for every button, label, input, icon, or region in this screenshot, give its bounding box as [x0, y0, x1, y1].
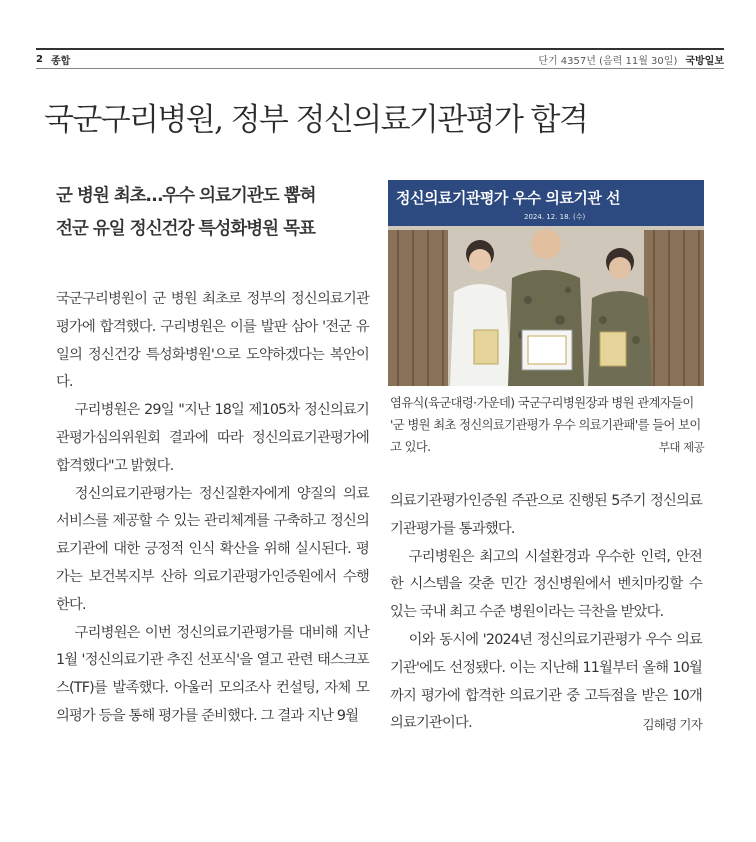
news-photo [388, 180, 704, 386]
section-name: 종합 [50, 55, 71, 67]
reporter-byline: 김해령 기자 [642, 717, 702, 733]
caption-text: 염유식(육군대령·가운데) 국군구리병원장과 병원 관계자들이 '군 병원 최초 정신의료기관평가 우수 의료기관패'를 들어 보이고 있다. [390, 396, 701, 454]
subheading: 군 병원 최초…우수 의료기관도 뽑혀 [56, 186, 316, 206]
paragraph: 구리병원은 이번 정신의료기관평가를 대비해 지난 1월 '정신의료기관 추진 선포식'을 열고 관련 태스크포스(TF)를 발족했다. 아울러 모의조사 컨설팅, 자체 모의평가 등을 통해 평가를 준비했다. 그 결과 지난 9월 [56, 624, 369, 724]
paragraph: 정신의료기관평가는 정신질환자에게 양질의 의료서비스를 제공할 수 있는 관리체계를 구축하고 정신의료기관에 대한 긍정적 인식 확산을 위해 실시된다. 평가는 보건복지부 산하 의료기관평가인증원에서 수행한다. [56, 485, 369, 613]
article-column-1 [56, 286, 369, 731]
page-number: 2 [36, 53, 43, 65]
article-column-2 [390, 488, 702, 739]
headline: 국군구리병원, 정부 정신의료기관평가 합격 [44, 102, 588, 138]
photo-illustration [388, 180, 704, 386]
paragraph: 구리병원은 29일 "지난 18일 제105차 정신의료기관평가심의위원회 결과에 따라 정신의료기관평가에 합격했다"고 밝혔다. [56, 402, 369, 474]
paragraph: 이와 동시에 '2024년 정신의료기관평가 우수 의료기관'에도 선정됐다. 이는 지난해 11월부터 올해 10월까지 평가에 합격한 의료기관 중 고득점을 받은 10개 의료기관이다. [390, 631, 702, 732]
photo-credit: 부대 제공 [658, 440, 704, 454]
photo-caption [390, 392, 704, 458]
subheadings [56, 180, 376, 246]
paper-name: 국방일보 [685, 55, 724, 67]
page-header [36, 48, 724, 69]
paragraph: 구리병원은 최고의 시설환경과 우수한 인력, 안전한 시스템을 갖춘 민간 정신병원에서 벤치마킹할 수 있는 국내 최고 수준 병원이라는 극찬을 받았다. [390, 548, 702, 621]
issue-date: 단기 4357년 (음력 11월 30일) [538, 55, 678, 67]
paragraph: 의료기관평가인증원 주관으로 진행된 5주기 정신의료기관평가를 통과했다. [390, 493, 702, 537]
subheading: 전군 유일 정신건강 특성화병원 목표 [56, 219, 315, 239]
banner-text: 정신의료기관평가 우수 의료기관 선 [396, 189, 621, 207]
paragraph: 국군구리병원이 군 병원 최초로 정부의 정신의료기관평가에 합격했다. 구리병원은 이를 발판 삼아 '전군 유일의 정신건강 특성화병원'으로 도약하겠다는 복안이다. [56, 291, 369, 391]
banner-date: 2024. 12. 18. (수) [524, 213, 586, 221]
